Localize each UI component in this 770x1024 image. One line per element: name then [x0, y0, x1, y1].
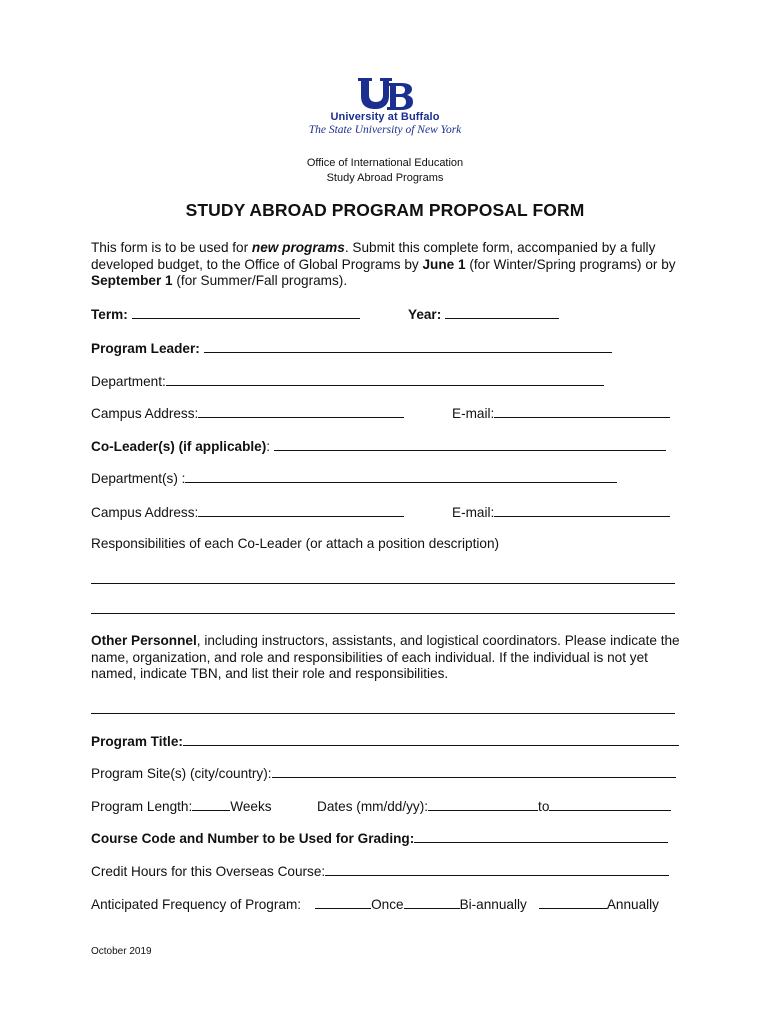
email-field: E-mail: [452, 405, 670, 421]
course-code-input[interactable] [414, 830, 668, 843]
responsibilities-line-1[interactable] [91, 583, 675, 584]
office-heading [0, 156, 770, 185]
bi-annually-input[interactable] [404, 896, 460, 909]
course-code-field: Course Code and Number to be Used for Grading: [91, 830, 668, 846]
frequency-field: Anticipated Frequency of Program: Once Bi-annually Annually [91, 897, 659, 912]
program-length-input[interactable] [192, 798, 230, 811]
year-input[interactable] [445, 306, 559, 319]
other-personnel-paragraph: Other Personnel, including instructors, assistants, and logistical coordinators. Please indicate the name, organization, and role and responsibilities of each individual. If the individual is not yet named, indicate TBN, and list their role and responsibilities. [91, 633, 680, 681]
campus-address-2-input[interactable] [198, 504, 404, 517]
term-input[interactable] [132, 306, 360, 319]
campus-address-field: Campus Address: [91, 405, 404, 421]
campus-address-2-field: Campus Address: [91, 504, 404, 520]
credit-hours-field: Credit Hours for this Overseas Course: [91, 863, 669, 879]
email-input[interactable] [494, 405, 670, 418]
dates-field: Dates (mm/dd/yy): to [317, 798, 671, 814]
co-leaders-input[interactable] [274, 438, 666, 451]
program-leader-field: Program Leader: [91, 340, 612, 356]
co-leaders-field: Co-Leader(s) (if applicable): [91, 438, 666, 454]
email-2-input[interactable] [494, 504, 670, 517]
program-leader-input[interactable] [204, 340, 612, 353]
start-date-input[interactable] [428, 798, 538, 811]
program-sites-input[interactable] [272, 765, 676, 778]
new-programs-emphasis: new programs [251, 240, 345, 255]
departments-field: Department(s) : [91, 470, 617, 486]
other-personnel-line[interactable] [91, 713, 675, 714]
department-input[interactable] [166, 373, 604, 386]
program-length-field: Program Length: Weeks [91, 799, 272, 814]
campus-address-input[interactable] [198, 405, 404, 418]
end-date-input[interactable] [549, 798, 671, 811]
departments-input[interactable] [185, 470, 617, 483]
ub-logo-icon [356, 76, 414, 112]
email-2-field: E-mail: [452, 504, 670, 520]
university-name: University at Buffalo [330, 111, 440, 123]
program-title-field: Program Title: [91, 733, 679, 749]
program-sites-field: Program Site(s) (city/country): [91, 765, 676, 781]
year-field: Year: [408, 306, 559, 322]
term-field: Term: [91, 306, 360, 322]
office-line-1: Office of International Education [306, 157, 464, 169]
responsibilities-label: Responsibilities of each Co-Leader (or attach a position description) [91, 536, 500, 551]
annually-input[interactable] [539, 896, 607, 909]
intro-paragraph: This form is to be used for new programs. Submit this complete form, accompanied by a fully developed budget, to the Office of Global Programs by June 1 (for Winter/Spring programs) or by September 1 (for Summer/Fall programs). [91, 240, 676, 288]
credit-hours-input[interactable] [325, 863, 669, 876]
department-field: Department: [91, 373, 604, 389]
office-line-2: Study Abroad Programs [326, 171, 444, 184]
program-title-input[interactable] [183, 733, 679, 746]
university-subtitle: The State University of New York [308, 124, 462, 136]
responsibilities-line-2[interactable] [91, 613, 675, 614]
page-title: STUDY ABROAD PROGRAM PROPOSAL FORM [185, 200, 585, 220]
footer-date: October 2019 [91, 946, 152, 957]
once-input[interactable] [315, 896, 371, 909]
